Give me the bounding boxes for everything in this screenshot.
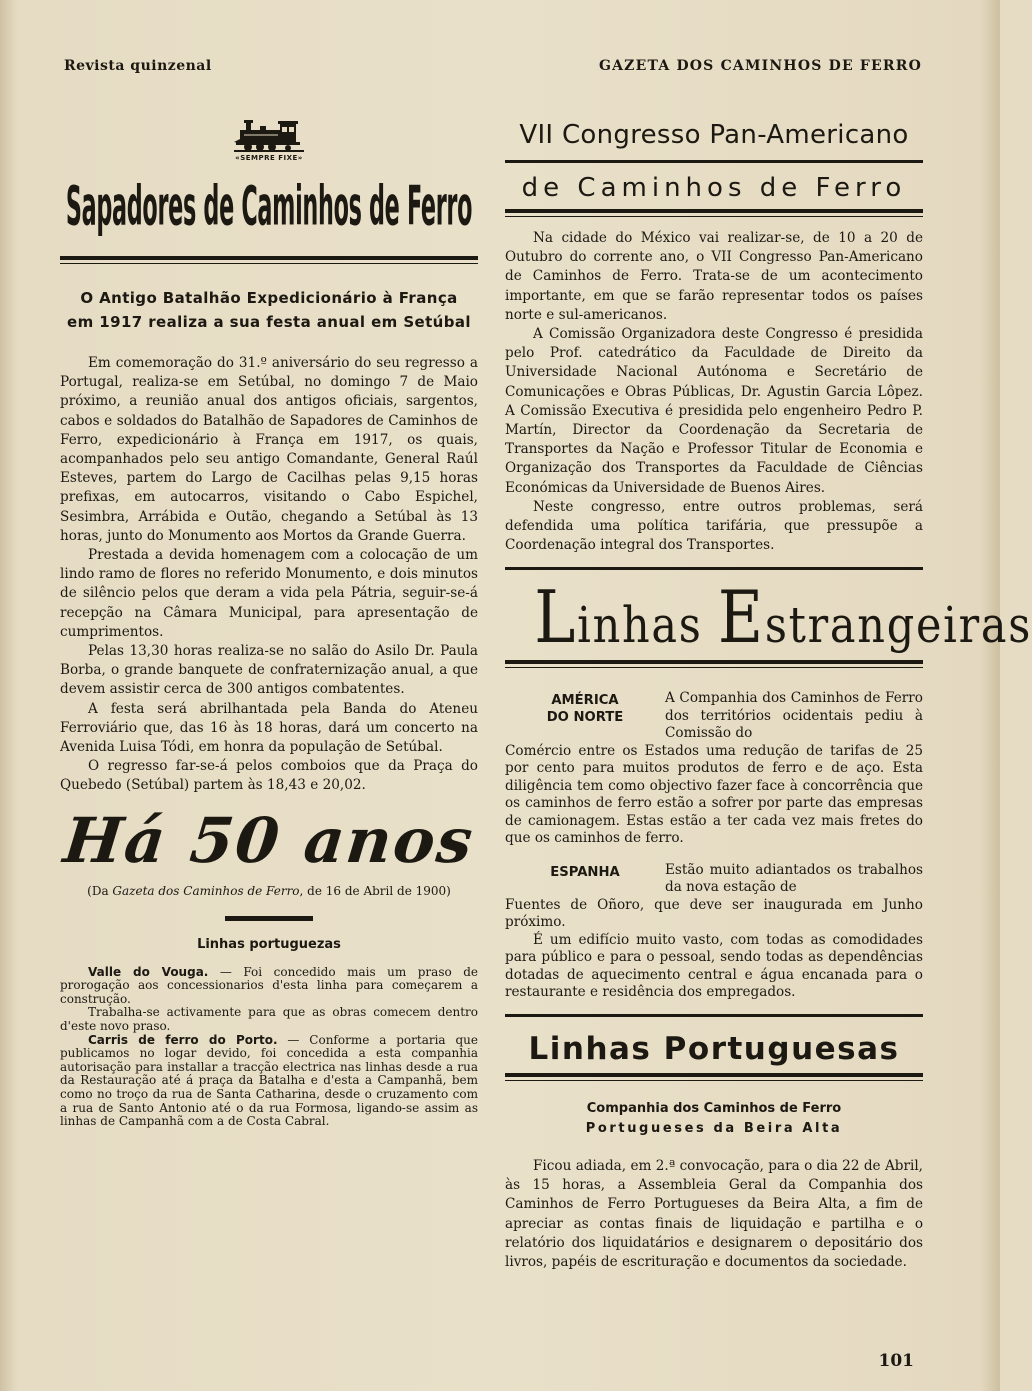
linhas-estrangeiras-title <box>534 575 1032 660</box>
linhas-estrangeiras-top-rule <box>505 567 923 570</box>
linhas-portuguesas-title: Linhas Portuguesas <box>528 1030 900 1067</box>
congress-title-line1: VII Congresso Pan-Americano <box>519 120 909 150</box>
source-suffix: , de 16 de Abril de 1900) <box>299 883 451 898</box>
title-rest: inhas <box>577 596 718 655</box>
paragraph: Na cidade do México vai realizar-se, de 10 a 20 de Outubro do corrente ano, o VII Congresso Pan-Americano de Caminhos de Ferro. Trata-se de um acontecimento importante, em que se farão representar todos os países norte e sul-americanos. <box>505 230 923 323</box>
article-title: Sapadores de Caminhos de Ferro <box>65 176 473 239</box>
company-line: Portugueses da Beira Alta <box>585 1120 843 1136</box>
note-lead: Valle do Vouga. <box>88 964 209 979</box>
paragraph: A Comissão Organizadora deste Congresso é presidida pelo Prof. catedrático da Faculdade de Direito da Universidade Nacional Autónoma e Secretário de Comunicações e Obras Públicas, Dr. Agustin Garcia Lôpez. A Comissão Executiva é presidida pelo engenheiro Pedro P. Martín, Director da Coordenação da Secretaria de Transportes da Nação e Professor Titular de Economia e Organização dos Transportes da Faculdade de Ciências Económicas da Universidade de Buenos Aires. <box>505 326 923 496</box>
locomotive-icon <box>234 118 304 152</box>
paragraph: Pelas 13,30 horas realiza-se no salão do Asilo Dr. Paula Borba, o grande banquete de confraternização anual, a que devem assistir cerca de 300 antigos combatentes. <box>60 643 478 698</box>
region-label: ESPANHA <box>550 864 620 880</box>
article-subheading <box>60 286 478 334</box>
america-section <box>505 690 923 848</box>
congress-title-rule <box>505 160 923 163</box>
region-text: Comércio entre os Estados uma redução de tarifas de 25 por cento para muitos produtos de ferro e de aço. Esta diligência tem como objectivo fazer face à concorrência que os caminhos de ferro estão a sofrer por parte das empresas de camionagem. Estas estão a ter cada vez mais fretes do que os caminhos de ferro. <box>505 742 923 847</box>
note-text: — Conforme a portaria que publicamos no logar devido, foi concedida a esta companhia autorisação para installar a tracção electrica nas linhas desde a rua da Restauração até á praça da Batalha e d'esta a Campanhã, bem como no troço da rua de Santa Catharina, desde o cruzamento com a rua de Santo Antonio até o da rua Formosa, ligando-se assim as linhas de Campanhã com a de Costa Cabral. <box>60 1032 478 1129</box>
ha-50-anos-title: Há 50 anos <box>60 803 478 877</box>
linhas-portuguesas-top-rule <box>505 1014 923 1017</box>
source-prefix: (Da <box>87 883 113 898</box>
note-item <box>60 966 478 1007</box>
paragraph: A festa será abrilhantada pela Banda do Ateneu Ferroviário que, das 16 às 18 horas, dará um concerto na Avenida Luisa Tódi, em honra da população de Setúbal. <box>60 700 478 756</box>
paragraph: O regresso far-se-á pelos comboios que da Praça do Quebedo (Setúbal) partem às 18,43 e 20,02. <box>60 758 478 794</box>
note-text: — Foi concedido mais um praso de prorogação aos concessionarios d'esta linha para começarem a construção. <box>60 964 478 1006</box>
region-paragraph <box>505 932 923 1002</box>
title-rule <box>60 256 478 264</box>
title-capital: E <box>717 575 765 660</box>
source-citation <box>60 884 478 898</box>
logo <box>60 118 478 162</box>
left-column <box>60 112 478 1129</box>
note-paragraph: Trabalha-se activamente para que as obras comecem dentro d'este novo praso. <box>60 1005 478 1034</box>
subheading-line: O Antigo Batalhão Expedicionário à França <box>80 289 458 307</box>
region-first-lines: A Companhia dos Caminhos de Ferro dos territórios ocidentais pediu à Comissão do <box>665 690 923 742</box>
beira-alta-body <box>505 1157 923 1272</box>
historic-notes <box>60 966 478 1129</box>
region-label-line: DO NORTE <box>546 710 624 726</box>
right-column <box>505 112 1032 1272</box>
subheading-line: em 1917 realiza a sua festa anual em Setúbal <box>67 313 471 331</box>
title-rest: strangeiras <box>764 596 1032 655</box>
region-text: Fuentes de Oñoro, que deve ser inaugurada em Junho próximo. <box>505 896 923 931</box>
linhas-estrangeiras-bottom-rule <box>505 660 923 668</box>
note-item <box>60 1034 478 1129</box>
espanha-section <box>505 862 923 1002</box>
congress-bottom-rule <box>505 209 923 217</box>
paragraph: Prestada a devida homenagem com a colocação de um lindo ramo de flores no referido Monumento, e dois minutos de silêncio pelos que deram a vida pela Pátria, seguir-se-á recepção na Câmara Municipal, para apresentação de cumprimentos. <box>60 547 478 640</box>
company-line: Companhia dos Caminhos de Ferro <box>586 1100 842 1116</box>
company-heading <box>505 1099 923 1139</box>
region-label-line: AMÉRICA <box>551 693 619 709</box>
title-capital: L <box>534 575 578 660</box>
header-right: GAZETA DOS CAMINHOS DE FERRO <box>598 58 922 74</box>
article-body <box>60 354 478 796</box>
region-first-lines: Estão muito adiantados os trabalhos da nova estação de <box>665 861 923 896</box>
region-label <box>505 690 665 743</box>
section-rule <box>225 916 313 921</box>
paragraph: Em comemoração do 31.º aniversário do seu regresso a Portugal, realiza-se em Setúbal, no domingo 7 de Maio próximo, a reunião anual dos antigos oficiais, sargentos, cabos e soldados do Batalhão de Sapadores de Caminhos de Ferro, expedicionário à França em 1917, os quais, acompanhados pelo seu antigo Comandante, General Raúl Esteves, partem do Largo de Cacilhas pelas 9,15 horas prefixas, em autocarros, visitando o Cabo Espichel, Sesimbra, Arrábida e Outão, chegando a Setúbal às 13 horas, junto do Monumento aos Mortos da Grande Guerra. <box>60 355 478 544</box>
paragraph: Ficou adiada, em 2.ª convocação, para o dia 22 de Abril, às 15 horas, a Assembleia Geral da Companhia dos Caminhos de Ferro Portugueses da Beira Alta, a fim de apreciar as contas finais de liquidação e partilha e o relatório dos liquidatários e designarem o depositário dos livros, papéis de escrituração e documentos da sociedade. <box>505 1157 923 1270</box>
page-number: 101 <box>878 1351 914 1371</box>
header-left: Revista quinzenal <box>64 58 212 74</box>
linhas-portuguesas-bottom-rule <box>505 1073 923 1081</box>
paragraph: É um edifício muito vasto, com todas as comodidades para público e para o pessoal, sendo todas as dependências dotadas de aquecimento central e água encanada para o restaurante e residência dos empregados. <box>505 931 923 1001</box>
paragraph: Neste congresso, entre outros problemas, será defendida uma política tarifária, que pressupõe a Coordenação integral dos Transportes. <box>505 498 923 554</box>
section-title: Linhas portuguezas <box>197 936 341 952</box>
logo-motto: «SEMPRE FIXE» <box>235 154 303 162</box>
congress-title-line2: de Caminhos de Ferro <box>521 173 907 203</box>
congress-body <box>505 229 923 555</box>
source-publication: Gazeta dos Caminhos de Ferro <box>112 883 300 898</box>
note-lead: Carris de ferro do Porto. <box>88 1032 278 1047</box>
